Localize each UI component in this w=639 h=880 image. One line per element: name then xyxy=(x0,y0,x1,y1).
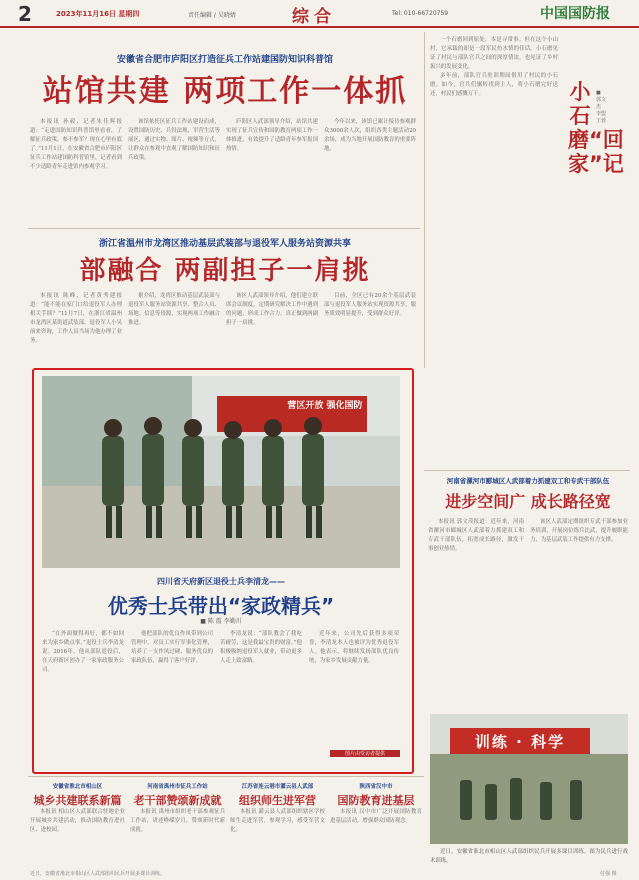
editor-credit: 责任编辑 / 吴晓婧 xyxy=(188,12,236,19)
card-headline: 优秀士兵带出“家政精兵” xyxy=(107,594,335,618)
second-story-col-3: 该区人武部领导介绍，他们建立联席会议制度，定期研究解决工作中遇到的问题，形成工作合力，真正做到两副担子一肩挑。 xyxy=(226,293,318,326)
brief-4-kicker: 陕西省汉中市 xyxy=(359,784,393,790)
side-column-byline: ■ 郭文杰 李盟 王蓉 xyxy=(596,90,607,124)
brief-1-text: 本报讯 相山区人武部联合驻地企业开展城乡共建活动，推动国防教育进社区、进校园。 xyxy=(30,809,125,833)
brief-3-text: 本报讯 灌云县人武部组织辖区学校师生走进军营，参观学习，感受军营文化。 xyxy=(230,809,325,833)
second-story-kicker: 浙江省温州市龙湾区推动基层武装部与退役军人服务站资源共享 xyxy=(98,239,351,249)
page-number: 2 xyxy=(18,2,32,26)
top-story-col-1: 本报讯 孙毅、记者朱佳辉报道：“走进国防知识科普馆里看看，了解征兵政策，参不参军？现在心里有底了。”11月1日，在安徽省合肥市庐阳区征兵工作站建国防科普馆里，记者看到不少适龄青年走进馆内参观学习。 xyxy=(30,119,122,170)
top-story-col-4: 今年以来，该馆已累计接待参观群众3000余人次，组织各类主题活动20余场，成为当地开展国防教育的重要阵地。 xyxy=(324,119,416,152)
newspaper-logo: 中国国防报 xyxy=(540,6,610,22)
right-story-kicker: 河南省漯河市郾城区人武部着力抓建双工和专武干部队伍 xyxy=(446,477,610,485)
brief-2-kicker: 河南省禹州市征兵工作站 xyxy=(147,784,208,790)
right-story-headline: 进步空间广 成长路径宽 xyxy=(445,492,611,511)
card-col-1: “在外面做得再好，都不如回来为家乡做点事。”退役士兵李清龙说。2016年，他从部队退役后，在天府新区创办了一家家政服务公司。 xyxy=(42,631,124,673)
photo-credit: 付强 摄 xyxy=(600,871,617,877)
right-story-col-2: 该区人武部定期组织专武干部参加业务培训，开展岗位练兵比武，提升履职能力，为基层武装工作提供有力支撑。 xyxy=(530,519,628,543)
telephone: Tel: 010-66720759 xyxy=(392,10,449,17)
side-column-text: 一个石磨回到原处，本是寻常事。但在这个小山村，它承载的却是一段军民鱼水情的佳话。小石磨见证了村民与部队官兵之间的深厚情谊，也见证了乡村振兴的发展变化。 多年前，部队官兵驻训期间借用了村民的小石磨。如今，官兵们辗转找到主人，将小石磨完好送还，村民们感慨万千。 xyxy=(430,37,558,97)
brief-2-text: 本报讯 禹州市组织老干部参观征兵工作站，讲述峥嵘岁月，赞颂新时代新成就。 xyxy=(130,809,225,833)
bottom-caption: 近日，安徽省淮北市相山区人武部组织民兵开展多课目训练。 xyxy=(30,871,166,877)
brief-1-title: 城乡共建联系新篇 xyxy=(33,794,122,807)
top-story-headline: 站馆共建 两项工作一体抓 xyxy=(42,74,408,109)
right-story-col-1: 本报讯 郭文茂报道：近年来，河南省漯河市郾城区人武部着力抓建双工和专武干部队伍，拓宽成长路径，激发干事创业热情。 xyxy=(428,519,524,552)
brief-1-kicker: 安徽省淮北市相山区 xyxy=(52,784,103,790)
second-story-col-2: 据介绍，龙湾区推动基层武装部与退役军人服务站资源共享，整合人员、场地、信息等资源，实现两项工作融合推进。 xyxy=(128,293,220,326)
brief-3-kicker: 江苏省连云港市灌云县人武部 xyxy=(241,784,314,790)
card-subtitle: 四川省天府新区退役士兵李清龙—— xyxy=(157,577,285,586)
second-story-col-1: 本报讯 陈峰、记者黄秀建报道：“能不能在家门口给退役军人办理相关手续？”11月7日，在浙江省温州市龙湾区某街道武装部，退役军人小吴前来咨询，工作人员当场为他办理了业务。 xyxy=(30,293,122,344)
photo-banner-text: 营区开放 强化国防 xyxy=(287,401,363,411)
side-column-title: 小石磨“回家”记 xyxy=(568,80,624,176)
divider xyxy=(28,228,420,229)
card-footer: 图片由受访者提供 xyxy=(330,750,400,757)
column-divider xyxy=(424,32,425,368)
divider xyxy=(424,470,630,471)
issue-date: 2023年11月16日 星期四 xyxy=(56,10,140,18)
card-col-3: 李清龙说：“部队教会了我吃苦耐劳，这是我最宝贵的财富。”他积极吸纳退役军人就业，带动更多人走上致富路。 xyxy=(220,631,302,664)
brief-3-title: 组织师生进军营 xyxy=(239,794,316,807)
card-col-2: 他把部队的优良作风带到公司管理中，对员工实行军事化管理，培养了一支作风过硬、服务优良的家政队伍，赢得了客户好评。 xyxy=(131,631,213,664)
top-story-col-3: 庐阳区人武部领导介绍，站馆共建实现了征兵宣传和国防教育两项工作一体推进，有效提升了适龄青年参军报国热情。 xyxy=(226,119,318,152)
right-photo-caption: 近日，安徽省淮北市相山区人武部组织民兵开展多课目训练。图为民兵进行战术训练。 xyxy=(430,849,628,864)
brief-2-title: 老干部赞颂新成就 xyxy=(133,794,222,807)
second-story-headline: 部融合 两副担子一肩挑 xyxy=(79,256,371,286)
training-banner-text: 训练 · 科学 xyxy=(474,733,566,751)
top-story-kicker: 安徽省合肥市庐阳区打造征兵工作站建国防知识科普馆 xyxy=(116,55,333,65)
card-byline: ■ 陈 霞 李勤川 xyxy=(200,618,242,625)
section-title: 综合 xyxy=(292,7,336,27)
second-story-col-4: 目前，全区已有20余个基层武装部与退役军人服务站实现资源共享，服务质效明显提升，受到群众好评。 xyxy=(324,293,416,317)
brief-4-text: 本报讯 汉中市广泛开展国防教育进基层活动，增强群众国防观念。 xyxy=(330,809,422,824)
top-story-col-2: 该馆依托区征兵工作站建设而成，设置国防历史、兵役法规、军营生活等展区，通过实物、图片、视频等方式，让群众在参观中直观了解国防知识和征兵政策。 xyxy=(128,119,220,161)
divider xyxy=(28,776,424,777)
right-story-photo xyxy=(430,714,628,844)
brief-4-title: 国防教育进基层 xyxy=(337,794,415,807)
card-col-4: 近年来，公司先后获得多项荣誉，李清龙本人也被评为优秀退役军人。他表示，将继续发扬部队优良传统，为家乡发展贡献力量。 xyxy=(309,631,399,664)
